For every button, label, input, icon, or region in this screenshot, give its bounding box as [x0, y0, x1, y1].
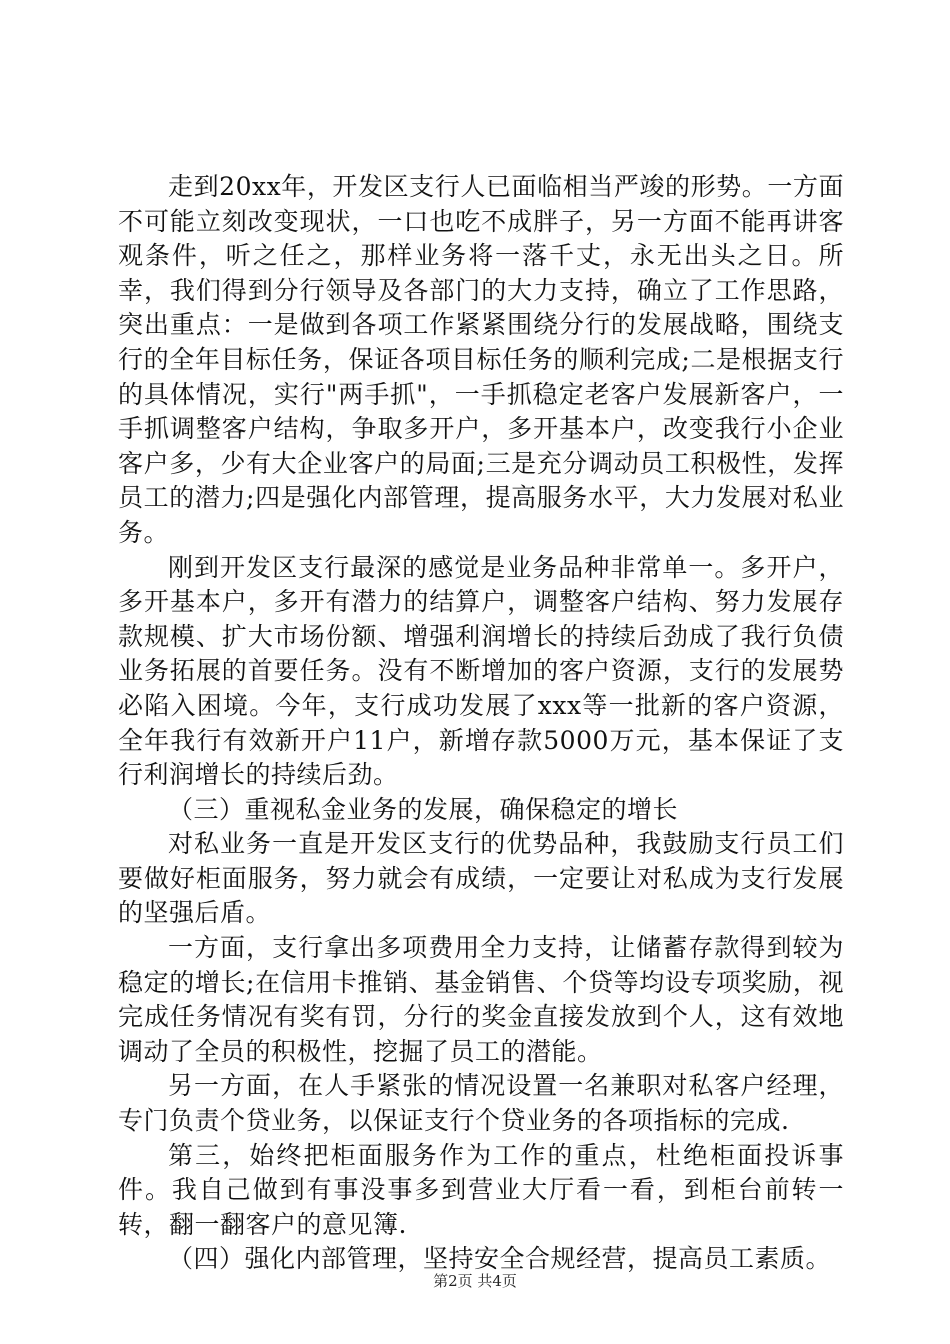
paragraph-staffing: 另一方面，在人手紧张的情况设置一名兼职对私客户经理，专门负责个贷业务，以保证支行个贷业务的各项指标的完成.	[118, 1071, 844, 1136]
paragraph-funding-support: 一方面，支行拿出多项费用全力支持，让储蓄存款得到较为稳定的增长;在信用卡推销、基金销售、个贷等均设专项奖励，视完成任务情况有奖有罚，分行的奖金直接发放到个人，这有效地调动了全员的积极性，挖掘了员工的潜能。	[118, 933, 844, 1066]
paragraph-business-variety: 刚到开发区支行最深的感觉是业务品种非常单一。多开户，多开基本户，多开有潜力的结算户，调整客户结构、努力发展存款规模、扩大市场份额、增强利润增长的持续后劲成了我行负债业务拓展的首要任务。没有不断增加的客户资源，支行的发展势必陷入困境。今年，支行成功发展了xxx等一批新的客户资源，全年我行有效新开户11户，新增存款5000万元，基本保证了支行利润增长的持续后劲。	[118, 552, 844, 790]
document-body	[118, 170, 844, 1277]
section-heading-3: （三）重视私金业务的发展，确保稳定的增长	[168, 794, 679, 824]
page-number-footer: 第2页 共4页	[433, 1272, 517, 1290]
section-heading-4: （四）强化内部管理，坚持安全合规经营，提高员工素质。	[168, 1244, 832, 1274]
paragraph-private-business: 对私业务一直是开发区支行的优势品种，我鼓励支行员工们要做好柜面服务，努力就会有成绩，一定要让对私成为支行发展的坚强后盾。	[118, 829, 844, 928]
paragraph-counter-service: 第三，始终把柜面服务作为工作的重点，杜绝柜面投诉事件。我自己做到有事没事多到营业大厅看一看，到柜台前转一转，翻一翻客户的意见簿.	[118, 1140, 844, 1239]
paragraph-strategy: 走到20xx年，开发区支行人已面临相当严竣的形势。一方面不可能立刻改变现状，一口也吃不成胖子，另一方面不能再讲客观条件，听之任之，那样业务将一落千丈，永无出头之日。所幸，我们得到分行领导及各部门的大力支持，确立了工作思路，突出重点：一是做到各项工作紧紧围绕分行的发展战略，围绕支行的全年目标任务，保证各项目标任务的顺利完成;二是根据支行的具体情况，实行"两手抓"，一手抓稳定老客户发展新客户，一手抓调整客户结构，争取多开户，多开基本户，改变我行小企业客户多，少有大企业客户的局面;三是充分调动员工积极性，发挥员工的潜力;四是强化内部管理，提高服务水平，大力发展对私业务。	[118, 172, 844, 547]
